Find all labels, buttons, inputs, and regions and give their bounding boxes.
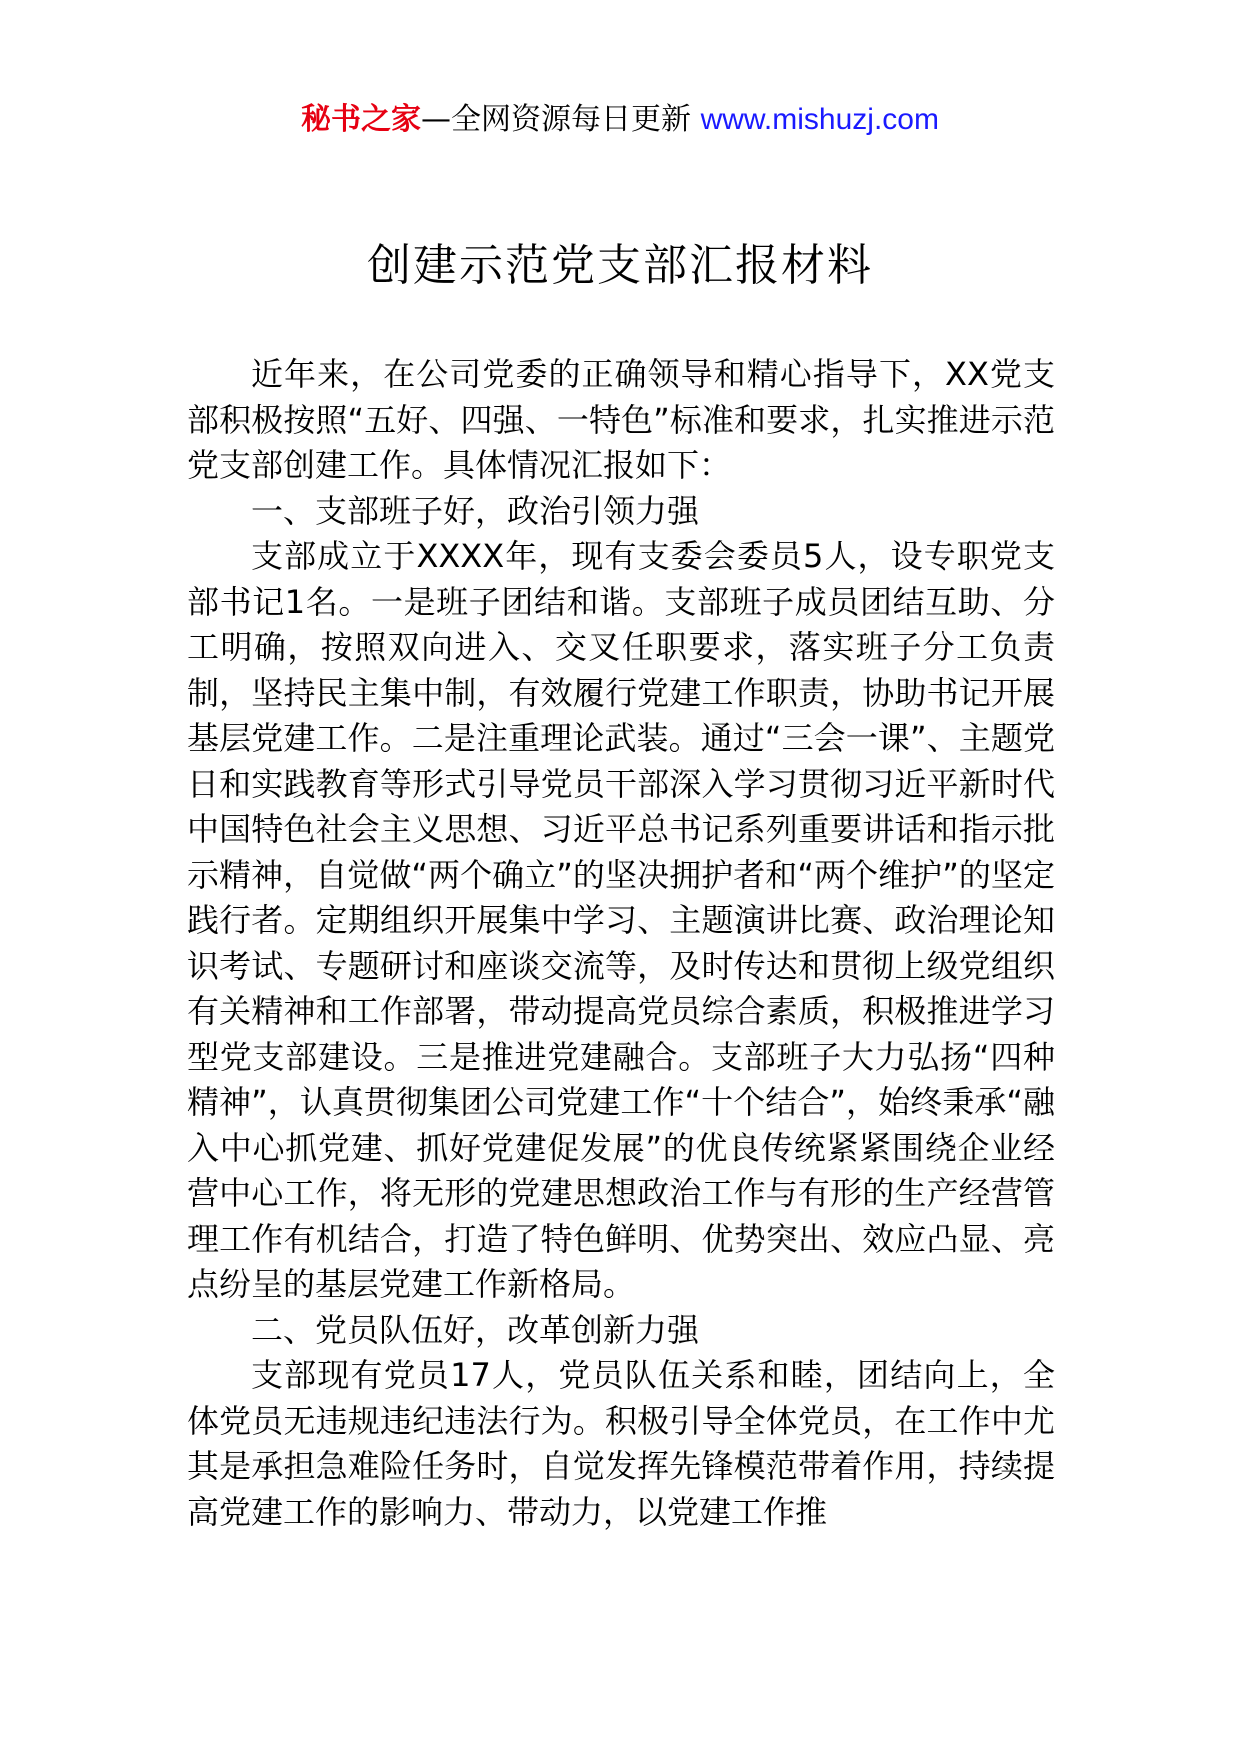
paragraph-section-2: 支部现有党员17人，党员队伍关系和睦，团结向上，全体党员无违规违纪违法行为。积极引导全体党员，在工作中尤其是承担急难险任务时，自觉发挥先锋模范带着作用，持续提高党建工作的影响力、带动力，以党建工作推 bbox=[187, 1356, 1055, 1531]
section-heading-1: 一、支部班子好，政治引领力强 bbox=[251, 491, 700, 530]
site-header bbox=[0, 100, 1240, 140]
section-heading-2: 二、党员队伍好，改革创新力强 bbox=[251, 1310, 700, 1349]
header-slogan: —全网资源每日更新 bbox=[421, 102, 701, 137]
paragraph-intro: 近年来，在公司党委的正确领导和精心指导下，XX党支部积极按照“五好、四强、一特色”标准和要求，扎实推进示范党支部创建工作。具体情况汇报如下： bbox=[187, 355, 1055, 484]
document-body bbox=[187, 352, 1055, 1535]
brand-name: 秘书之家 bbox=[301, 102, 422, 137]
document-title: 创建示范党支部汇报材料 bbox=[367, 240, 873, 291]
paragraph-section-1: 支部成立于XXXX年，现有支委会委员5人，设专职党支部书记1名。一是班子团结和谐。支部班子成员团结互助、分工明确，按照双向进入、交叉任职要求，落实班子分工负责制，坚持民主集中制，有效履行党建工作职责，协助书记开展基层党建工作。二是注重理论武装。通过“三会一课”、主题党日和实践教育等形式引导党员干部深入学习贯彻习近平新时代中国特色社会主义思想、习近平总书记系列重要讲话和指示批示精神，自觉做“两个确立”的坚决拥护者和“两个维护”的坚定践行者。定期组织开展集中学习、主题演讲比赛、政治理论知识考试、专题研讨和座谈交流等，及时传达和贯彻上级党组织有关精神和工作部署，带动提高党员综合素质，积极推进学习型党支部建设。三是推进党建融合。支部班子大力弘扬“四种精神”，认真贯彻集团公司党建工作“十个结合”，始终秉承“融入中心抓党建、抓好党建促发展”的优良传统紧紧围绕企业经营中心工作，将无形的党建思想政治工作与有形的生产经营管理工作有机结合，打造了特色鲜明、优势突出、效应凸显、亮点纷呈的基层党建工作新格局。 bbox=[187, 537, 1055, 1303]
site-url-link[interactable]: www.mishuzj.com bbox=[700, 103, 939, 136]
